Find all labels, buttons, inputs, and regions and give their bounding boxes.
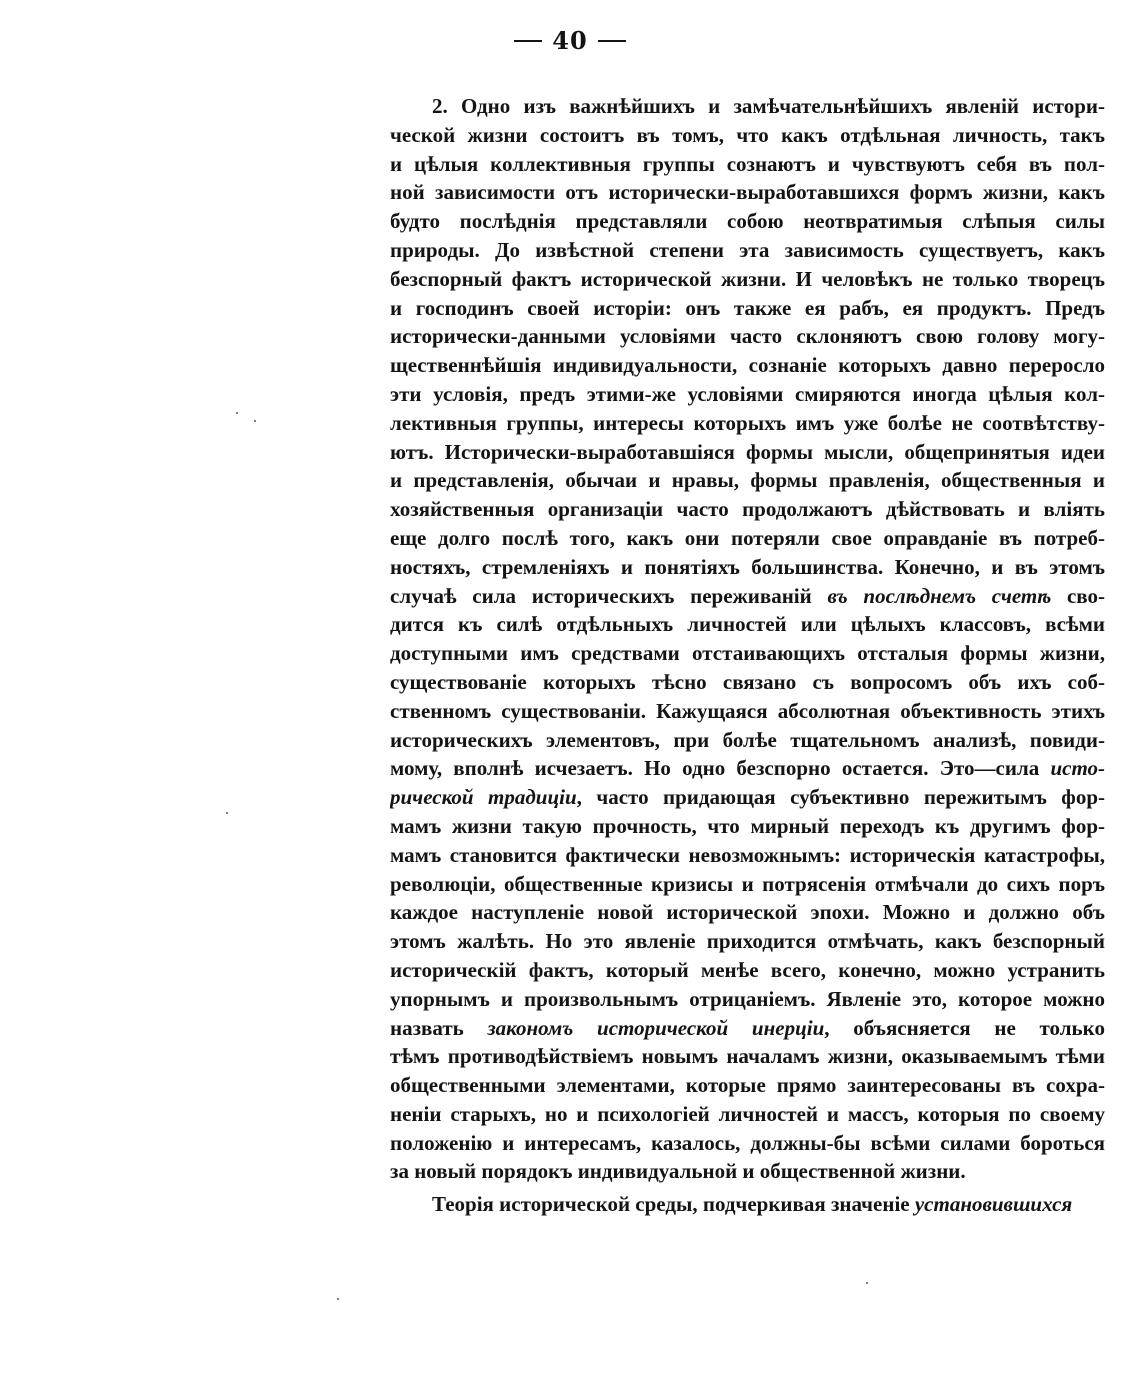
text-line (390, 466, 1105, 495)
text-line (390, 1042, 1105, 1071)
text-segment: упорнымъ и произвольнымъ отрицаніемъ. Явленіе это, которое можно (390, 986, 1105, 1011)
scan-speck (254, 420, 256, 422)
page-number: 40 (552, 26, 588, 55)
text-line (390, 812, 1105, 841)
text-line (390, 927, 1105, 956)
text-segment: ностяхъ, стремленіяхъ и понятіяхъ большинства. Конечно, и въ этомъ (390, 554, 1105, 579)
text-line (390, 438, 1105, 467)
scan-speck (866, 1282, 868, 1284)
text-segment: историческій фактъ, который менѣе всего, конечно, можно устранить (390, 957, 1105, 982)
scan-speck (226, 812, 228, 814)
text-segment: мамъ жизни такую прочность, что мирный переходъ къ другимъ фор- (390, 813, 1105, 838)
text-segment: лективныя группы, интересы которыхъ имъ уже болѣе не соотвѣтству- (390, 410, 1105, 435)
text-segment: и цѣлыя коллективныя группы сознаютъ и чувствуютъ себя въ пол- (390, 151, 1105, 176)
text-line (390, 1129, 1105, 1158)
text-line (390, 1100, 1105, 1129)
text-line (390, 351, 1105, 380)
text-line (390, 236, 1105, 265)
header-dash-right (598, 40, 626, 42)
text-segment: хозяйственныя организаціи часто продолжаютъ дѣйствовать и вліять (390, 497, 1105, 522)
body-text (390, 92, 1105, 1219)
text-line (390, 1157, 1105, 1186)
text-line (390, 639, 1105, 668)
italic-text-segment: въ послѣднемъ счетѣ (827, 583, 1052, 608)
text-segment: щественнѣйшія индивидуальности, сознаніе которыхъ давно переросло (390, 353, 1105, 378)
text-segment: существованіе которыхъ тѣсно связано съ вопросомъ объ ихъ соб- (390, 669, 1105, 694)
italic-text-segment: установившихся (914, 1192, 1073, 1217)
text-segment: дится къ силѣ отдѣльныхъ личностей или цѣлыхъ классовъ, всѣми (390, 612, 1105, 637)
text-segment: природы. До извѣстной степени эта зависимость существуетъ, какъ (390, 237, 1105, 262)
text-line (390, 754, 1105, 783)
text-line (390, 92, 1105, 121)
text-segment: и господинъ своей исторіи: онъ также ея рабъ, ея продуктъ. Предъ (390, 295, 1105, 320)
text-segment: случаѣ сила историческихъ переживаній (390, 583, 828, 608)
scan-speck (236, 412, 238, 414)
text-segment: за новый порядокъ индивидуальной и общественной жизни. (390, 1159, 966, 1184)
text-line (390, 121, 1105, 150)
text-line (390, 783, 1105, 812)
italic-text-segment: закономъ исторической инерціи (487, 1015, 825, 1040)
text-segment: сво- (1051, 583, 1105, 608)
text-segment: революціи, общественные кризисы и потрясенія отмѣчали до сихъ поръ (390, 871, 1105, 896)
text-segment: эти условія, предъ этими-же условіями смиряются иногда цѣлыя кол- (390, 381, 1105, 406)
italic-text-segment: рической традиціи (390, 785, 577, 810)
text-segment: этомъ жалѣть. Но это явленіе приходится отмѣчать, какъ безспорный (390, 929, 1105, 954)
text-line (390, 265, 1105, 294)
text-segment: общественными элементами, которые прямо заинтересованы въ сохра- (390, 1073, 1105, 1098)
text-line (390, 495, 1105, 524)
text-segment: мамъ становится фактически невозможнымъ: историческія катастрофы, (390, 842, 1105, 867)
text-line (390, 1014, 1105, 1043)
text-segment: мому, вполнѣ исчезаетъ. Но одно безспорно остается. Это—сила (390, 756, 1051, 781)
text-segment: ютъ. Исторически-выработавшіяся формы мысли, общепринятыя идеи (390, 439, 1105, 464)
text-line (390, 697, 1105, 726)
italic-text-segment: исто- (1050, 756, 1105, 781)
text-segment: , часто придающая субъективно пережитымъ фор- (576, 785, 1105, 810)
text-segment: еще долго послѣ того, какъ они потеряли свое оправданіе въ потреб- (390, 525, 1105, 550)
text-line (390, 841, 1105, 870)
page-number-header (0, 26, 1140, 56)
text-line (390, 1071, 1105, 1100)
text-line (390, 1190, 1105, 1219)
text-segment: ной зависимости отъ исторически-выработавшихся формъ жизни, какъ (390, 180, 1105, 205)
text-segment: 2. Одно изъ важнѣйшихъ и замѣчательнѣйшихъ явленій истори- (432, 94, 1105, 118)
text-line (390, 150, 1105, 179)
text-segment: Теорія исторической среды, подчеркивая значеніе (432, 1192, 915, 1217)
text-line (390, 956, 1105, 985)
header-dash-left (514, 40, 542, 42)
text-segment: неніи старыхъ, но и психологіей личностей и массъ, которыя по своему (390, 1101, 1105, 1126)
text-line (390, 898, 1105, 927)
text-segment: , объясняется не только (824, 1015, 1105, 1040)
text-line (390, 322, 1105, 351)
text-line (390, 207, 1105, 236)
text-line (390, 553, 1105, 582)
text-segment: тѣмъ противодѣйствіемъ новымъ началамъ жизни, оказываемымъ тѣми (390, 1044, 1105, 1069)
text-line (390, 985, 1105, 1014)
text-segment: безспорный фактъ исторической жизни. И человѣкъ не только творецъ (390, 266, 1105, 291)
text-segment: каждое наступленіе новой исторической эпохи. Можно и должно объ (390, 900, 1105, 925)
text-line (390, 582, 1105, 611)
text-line (390, 726, 1105, 755)
text-line (390, 610, 1105, 639)
text-line (390, 380, 1105, 409)
text-line (390, 870, 1105, 899)
text-line (390, 524, 1105, 553)
text-line (390, 409, 1105, 438)
text-segment: доступными имъ средствами отстаивающихъ отсталыя формы жизни, (390, 641, 1105, 666)
text-segment: исторически-данными условіями часто склоняютъ свою голову могу- (390, 324, 1105, 349)
text-line (390, 668, 1105, 697)
text-segment: ческой жизни состоитъ въ томъ, что какъ отдѣльная личность, такъ (390, 122, 1105, 147)
text-segment: историческихъ элементовъ, при болѣе тщательномъ анализѣ, повиди- (390, 727, 1105, 752)
text-segment: назвать (390, 1015, 488, 1040)
text-segment: и представленія, обычаи и нравы, формы правленія, общественныя и (390, 468, 1105, 493)
text-line (390, 178, 1105, 207)
text-segment: будто послѣднія представляли собою неотвратимыя слѣпыя силы (390, 209, 1105, 234)
scan-speck (337, 1298, 339, 1300)
text-line (390, 294, 1105, 323)
text-segment: положенію и интересамъ, казалось, должны-бы всѣми силами бороться (390, 1130, 1105, 1155)
text-segment: ственномъ существованіи. Кажущаяся абсолютная объективность этихъ (390, 698, 1105, 723)
